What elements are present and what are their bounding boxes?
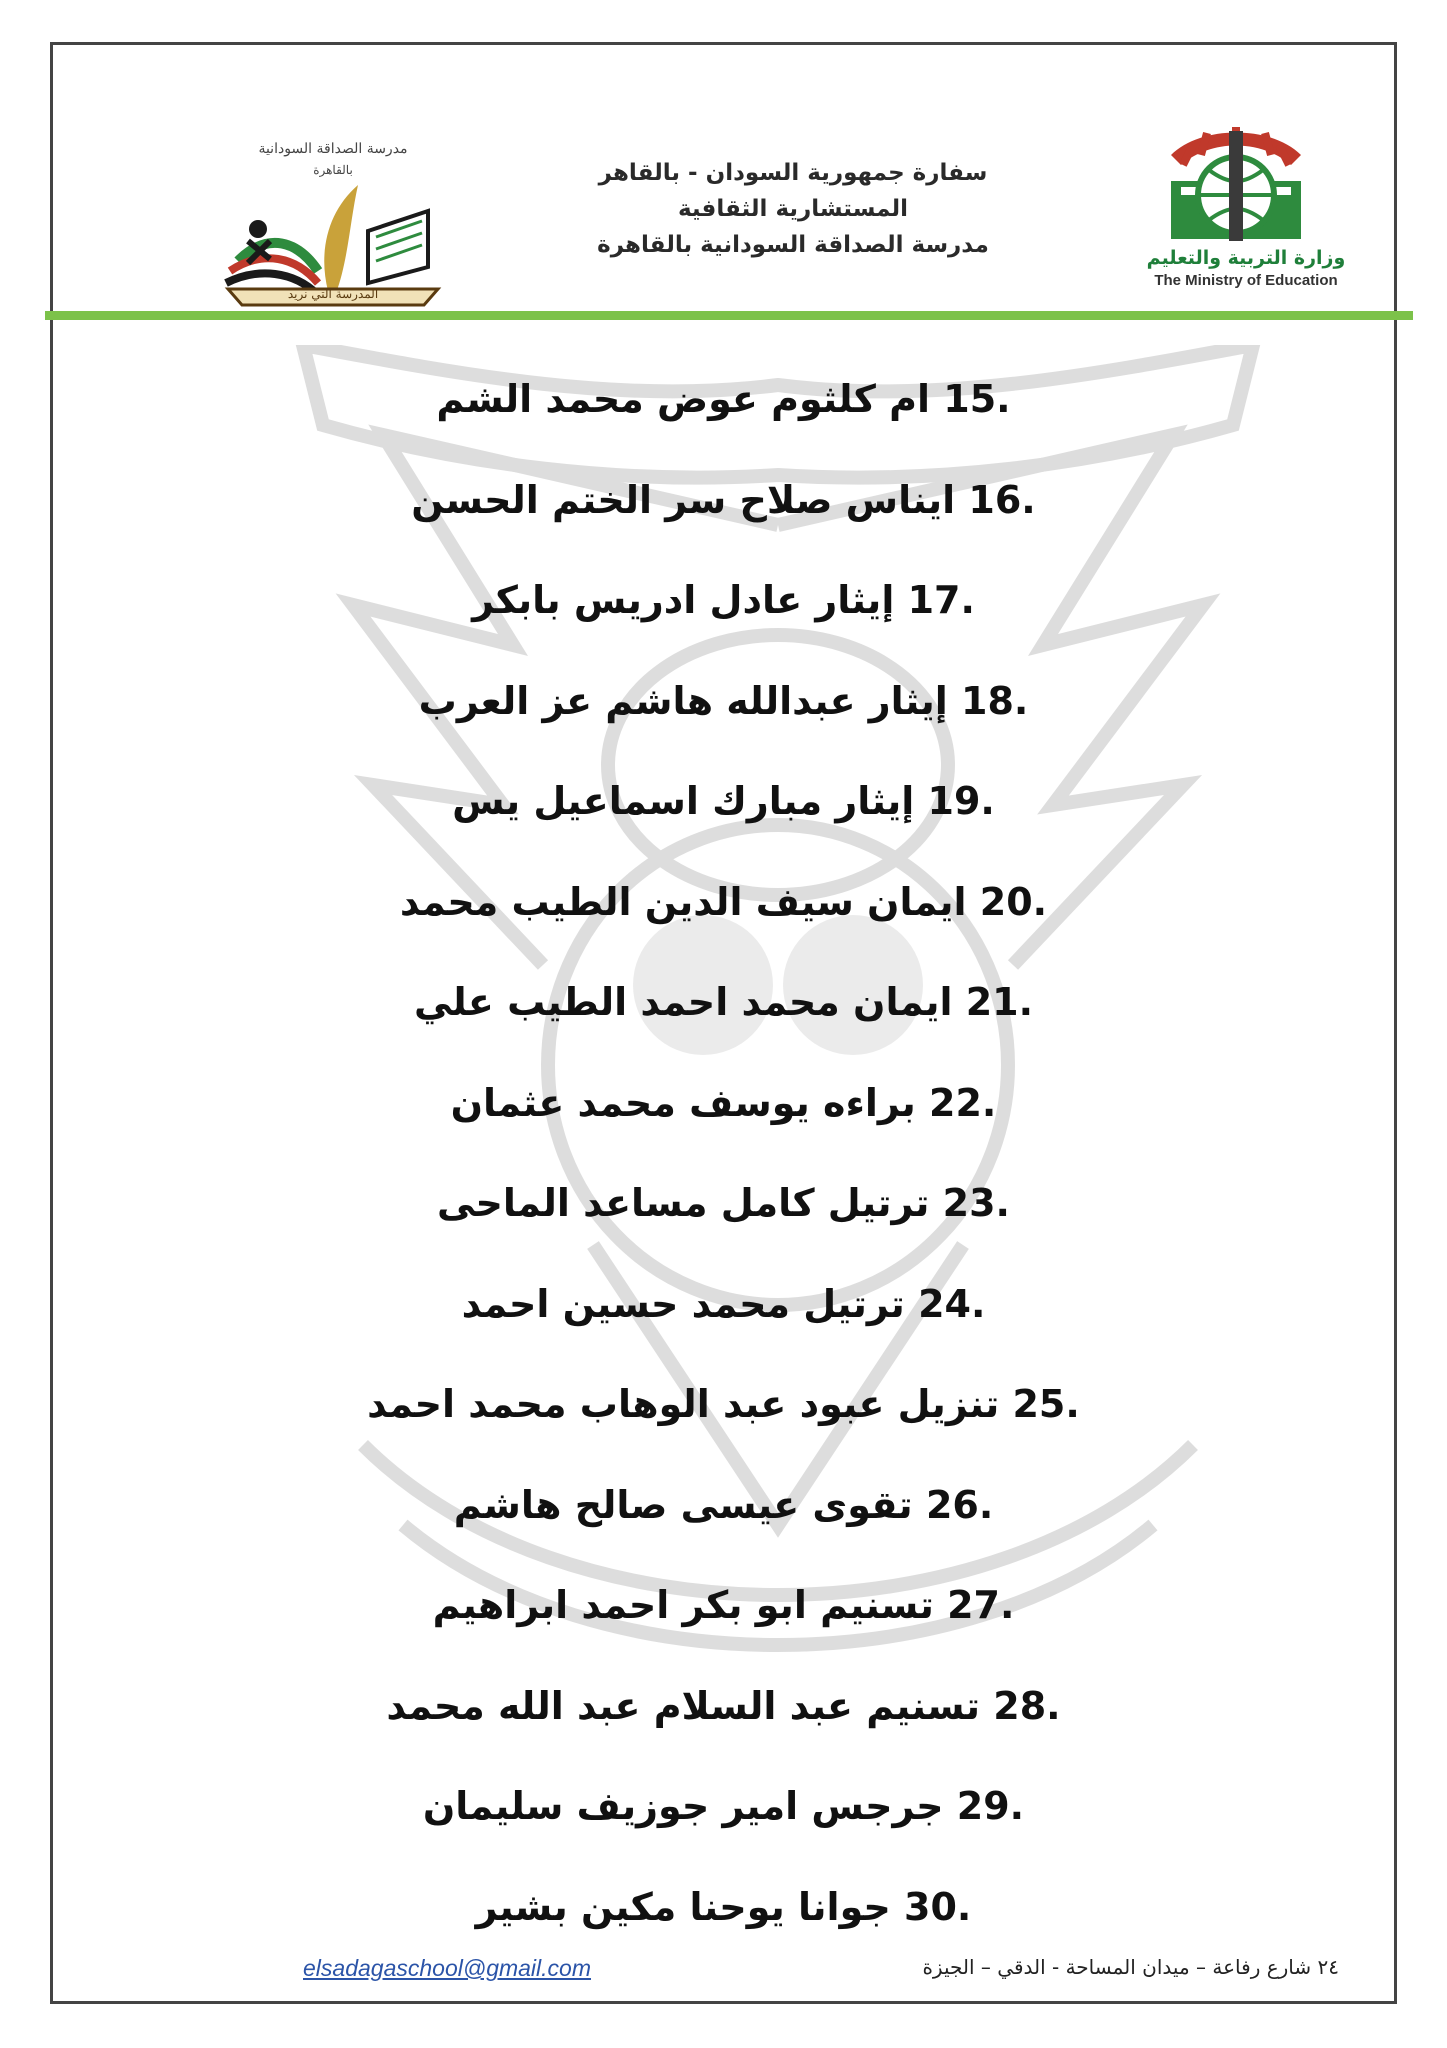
list-item-name: ام كلثوم عوض محمد الشم [436, 377, 931, 421]
header-divider [45, 311, 1413, 320]
list-item [53, 367, 1394, 468]
list-item-number: 21. [965, 980, 1034, 1024]
school-address: ٢٤ شارع رفاعة – ميدان المساحة - الدقي – الجيزة [922, 1955, 1339, 1979]
list-item-name: إيثار مبارك اسماعيل يس [452, 779, 915, 823]
list-item-name: تسنيم ابو بكر احمد ابراهيم [432, 1583, 934, 1627]
list-item [53, 468, 1394, 569]
list-item-name: ايناس صلاح سر الختم الحسن [411, 477, 956, 522]
ministry-arabic-name: وزارة التربية والتعليم [1146, 247, 1346, 269]
list-item-name: جرجس امير جوزيف سليمان [422, 1784, 944, 1828]
student-names-list [53, 367, 1394, 1975]
ministry-logo [1101, 125, 1391, 325]
list-item-number: 26. [925, 1482, 994, 1527]
list-item-number: 19. [927, 779, 995, 823]
list-item [53, 1674, 1394, 1775]
list-item-name: إيثار عبدالله هاشم عز العرب [418, 678, 948, 723]
list-item-number: 30. [904, 1884, 972, 1929]
ministry-emblem-icon [1101, 125, 1391, 245]
list-item-name: تنزيل عبود عبد الوهاب محمد احمد [367, 1382, 1000, 1426]
school-logo [218, 141, 448, 331]
letterhead [53, 45, 1394, 315]
list-item [53, 1272, 1394, 1373]
list-item-number: 23. [942, 1181, 1010, 1225]
list-item-number: 27. [947, 1583, 1015, 1627]
list-item-number: 17. [907, 578, 975, 622]
list-item [53, 970, 1394, 1071]
list-item [53, 1372, 1394, 1473]
list-item-number: 16. [968, 477, 1036, 522]
list-item-name: تقوى عيسى صالح هاشم [453, 1482, 913, 1527]
list-item-number: 18. [961, 678, 1029, 723]
list-item-name: ترتيل محمد حسين احمد [461, 1281, 905, 1326]
list-item-number: 24. [918, 1281, 986, 1326]
list-item [53, 1774, 1394, 1875]
list-item-name: ترتيل كامل مساعد الماحى [437, 1181, 930, 1225]
list-item-name: إيثار عادل ادريس بابكر [472, 578, 895, 622]
list-item [53, 870, 1394, 971]
cultural-attache-line: المستشارية الثقافية [677, 196, 909, 222]
school-logo-sub-text: بالقاهرة [313, 163, 353, 177]
list-item [53, 1573, 1394, 1674]
header-titles [533, 155, 1053, 263]
school-logo-arc-text: مدرسة الصداقة السودانية [258, 141, 408, 157]
school-email-link[interactable]: elsadagaschool@gmail.com [303, 1955, 591, 1981]
list-item [53, 1171, 1394, 1272]
list-item-number: 15. [943, 377, 1011, 421]
list-item-number: 28. [993, 1683, 1061, 1728]
list-item-name: تسنيم عبد السلام عبد الله محمد [386, 1683, 981, 1728]
list-item-number: 25. [1012, 1382, 1080, 1426]
list-item [53, 769, 1394, 870]
list-item [53, 568, 1394, 669]
list-item [53, 1071, 1394, 1172]
list-item-name: جوانا يوحنا مكين بشير [475, 1884, 891, 1929]
embassy-line: سفارة جمهورية السودان - بالقاهر [598, 160, 988, 186]
list-item-number: 29. [956, 1784, 1025, 1828]
list-item-name: براءه يوسف محمد عثمان [450, 1080, 916, 1125]
list-item-name: ايمان سيف الدين الطيب محمد [399, 879, 967, 924]
document-page [50, 42, 1397, 2004]
school-name-line: مدرسة الصداقة السودانية بالقاهرة [597, 232, 989, 258]
ministry-english-name: The Ministry of Education [1154, 272, 1338, 289]
list-item [53, 669, 1394, 770]
list-item-number: 22. [929, 1080, 997, 1125]
school-logo-motto: المدرسة التي نريد [287, 287, 379, 301]
list-item-number: 20. [979, 879, 1048, 924]
list-item-name: ايمان محمد احمد الطيب علي [413, 980, 953, 1024]
list-item [53, 1473, 1394, 1574]
